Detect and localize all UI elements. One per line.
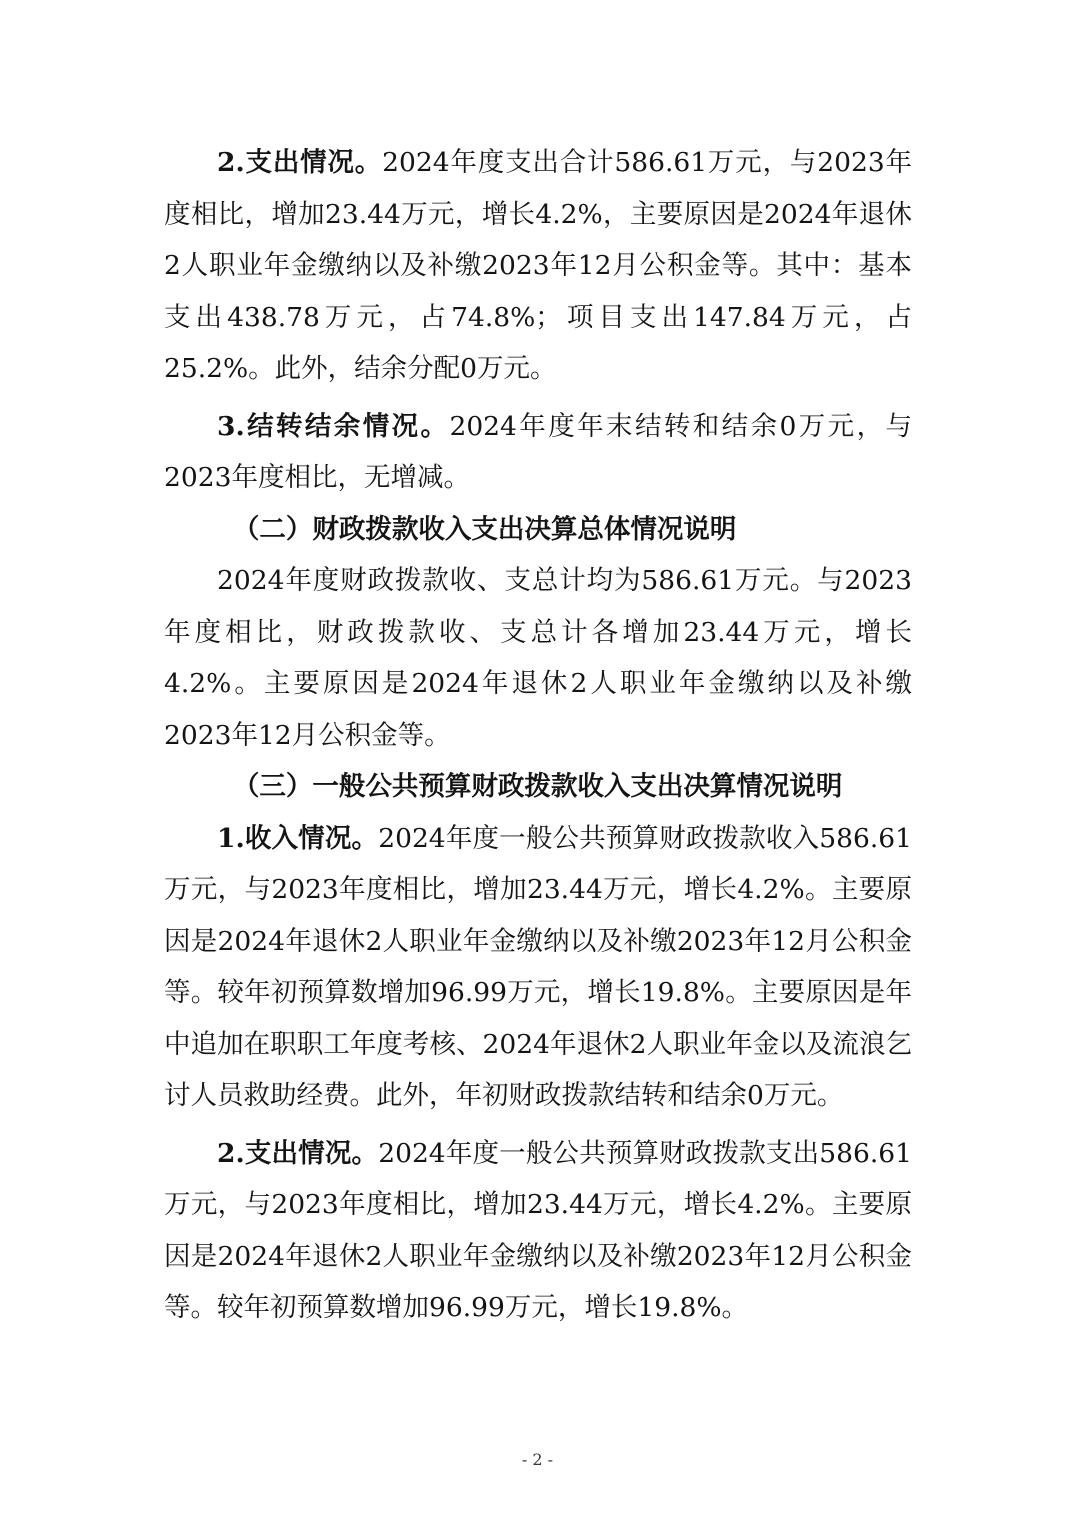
paragraph-lead: 1.收入情况。 xyxy=(217,822,379,854)
document-body xyxy=(164,137,912,1334)
paragraph-lead: 2.支出情况。 xyxy=(217,147,383,178)
paragraph-text: 2024年度年末结转和结余0万元，与2023年度相比，无增减。 xyxy=(164,410,912,493)
paragraph-expenditure xyxy=(164,137,912,395)
paragraph-text: 2024年度财政拨款收、支总计均为586.61万元。与2023年度相比，财政拨款收、支总计各增加23.44万元，增长4.2%。主要原因是2024年退休2人职业年金缴纳以及补缴2023年12月公积金等。 xyxy=(164,565,912,751)
paragraph-income xyxy=(164,813,912,1122)
paragraph-carryover xyxy=(164,401,912,504)
page-number: - 2 - xyxy=(521,1450,554,1469)
section-heading-fiscal-appropriation: （二）财政拨款收入支出决算总体情况说明 xyxy=(232,513,737,545)
section-heading-general-budget: （三）一般公共预算财政拨款收入支出决算情况说明 xyxy=(232,771,843,802)
paragraph-text: 2024年度一般公共预算财政拨款支出586.61万元，与2023年度相比，增加23.44万元，增长4.2%。主要原因是2024年退休2人职业年金缴纳以及补缴2023年12月公积金等。较年初预算数增加96.99万元，增长19.8%。 xyxy=(164,1137,912,1323)
paragraph-text: 2024年度支出合计586.61万元，与2023年度相比，增加23.44万元，增长4.2%，主要原因是2024年退休2人职业年金缴纳以及补缴2023年12月公积金等。其中：基本支出438.78万元，占74.8%；项目支出147.84万元，占25.2%。此外，结余分配0万元。 xyxy=(164,147,913,384)
paragraph-text: 2024年度一般公共预算财政拨款收入586.61万元，与2023年度相比，增加23.44万元，增长4.2%。主要原因是2024年退休2人职业年金缴纳以及补缴2023年12月公积金等。较年初预算数增加96.99万元，增长19.8%。主要原因是年中追加在职职工年度考核、2024年退休2人职业年金以及流浪乞讨人员救助经费。此外，年初财政拨款结转和结余0万元。 xyxy=(164,822,912,1111)
paragraph-fiscal-appropriation xyxy=(164,555,912,761)
paragraph-lead: 2.支出情况。 xyxy=(217,1137,379,1169)
paragraph-general-expenditure xyxy=(164,1128,912,1334)
paragraph-lead: 3.结转结余情况。 xyxy=(217,410,450,442)
